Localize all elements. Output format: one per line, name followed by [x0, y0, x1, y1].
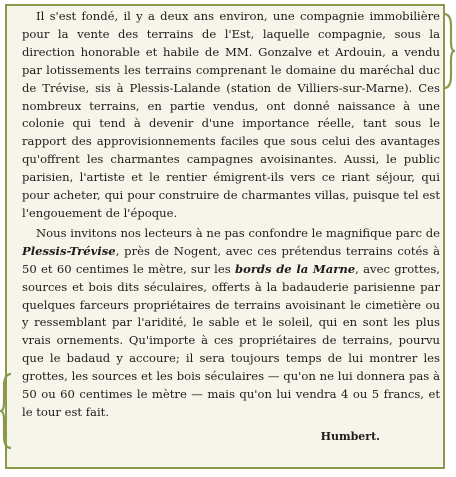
- text-run: Nous invitons nos lecteurs à ne pas confondre le magnifique parc de: [36, 225, 440, 240]
- article-body: [22, 8, 440, 446]
- paragraph-2: [22, 225, 440, 422]
- paragraph-1: [22, 8, 440, 223]
- text-run: , près de Nogent, avec ces prétendus terrains cotés à 50 et 60 centimes le mètre, sur les: [22, 243, 440, 276]
- author-signature: Humbert.: [320, 429, 380, 443]
- emphasized-place-name: bords de la Marne: [234, 261, 356, 276]
- emphasized-place-name: Plessis-Trévise: [22, 243, 116, 258]
- text-run: , avec grottes, sources et bois dits séculaires, offerts à la badauderie parisienne par quelques farceurs propriétaires de terrains avoisinant le cimetière ou y ressemblant par l'aridité, le sable et le soleil, qui en sont les plus vrais ornements. Qu'importe à ces propriétaires de terrains, pourvu que le badaud y accoure; il sera toujours temps de lui montrer les grottes, les sources et les bois séculaires — qu'on ne lui donnera pas à 50 ou 60 centimes le mètre — mais qu'on lui vendra 4 ou 5 francs, et le tour est fait.: [22, 261, 440, 419]
- left-brace-mark: [0, 372, 12, 450]
- right-brace-mark: [443, 12, 455, 90]
- text-run: Il s'est fondé, il y a deux ans environ, une compagnie immobilière pour la vente des terrains de l'Est, laquelle compagnie, sous la direction honorable et habile de MM. Gonzalve et Ardouin, a vendu par lotissements les terrains comprenant le domaine du maréchal duc de Trévise, sis à Plessis-Lalande (station de Villiers-sur-Marne). Ces nombreux terrains, en partie vendus, ont donné naissance à une colonie qui tend à devenir d'une importance réelle, tant sous le rapport des approvisionnements faciles que sous celui des avantages qu'offrent les charmantes campagnes avoisinantes. Aussi, le public parisien, l'artiste et le rentier émigrent-ils vers ce riant séjour, qui pour acheter, qui pour construire de charmantes villas, puisque tel est l'engouement de l'époque.: [22, 9, 440, 220]
